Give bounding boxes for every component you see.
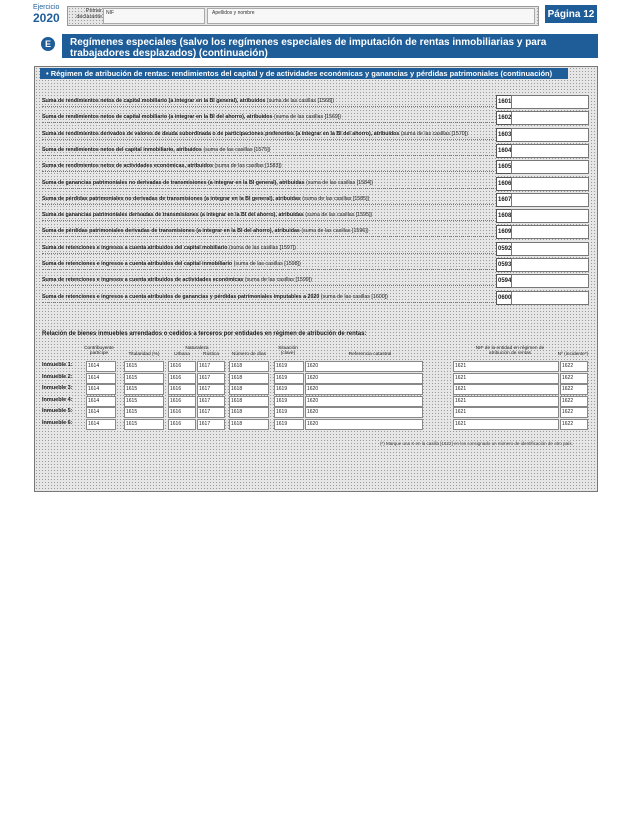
inmueble-cell-field[interactable]	[453, 407, 559, 418]
cell-code: 1617	[199, 398, 211, 404]
summary-row	[42, 292, 494, 303]
row-note: (suma de las casillas [1597])	[228, 245, 297, 251]
cell-code: 1619	[276, 386, 288, 392]
casilla-value-field[interactable]	[511, 274, 589, 288]
summary-row	[42, 259, 494, 270]
row-note: (suma de las casillas [1600])	[320, 294, 388, 300]
row-note: (suma de las casillas [1596])	[301, 228, 369, 234]
cell-code: 1622	[562, 375, 574, 381]
inmueble-label: Inmueble 1:	[42, 362, 73, 368]
row-label: Suma de ganancias patrimoniales no derivadas de transmisiones (a integrar en la BI general), atribuidas	[42, 180, 305, 186]
cell-code: 1618	[231, 409, 243, 415]
inmueble-label: Inmueble 3:	[42, 385, 73, 391]
casilla-code: 1609	[496, 225, 513, 239]
cell-code: 1614	[88, 409, 100, 415]
row-label: Suma de rendimientos netos de actividades económicas, atribuidos	[42, 163, 214, 169]
casilla-value-field[interactable]	[511, 160, 589, 174]
casilla-value-field[interactable]	[511, 242, 589, 256]
cell-code: 1614	[88, 363, 100, 369]
header-referencia: Referencia catastral	[348, 352, 392, 357]
casilla-code: 1602	[496, 111, 513, 125]
row-label: Suma de retenciones e ingresos a cuenta atribuidos de ganancias y pérdidas patrimoniales imputables a 2020	[42, 294, 320, 300]
cell-code: 1620	[307, 421, 319, 427]
name-label: Apellidos y nombre	[212, 10, 255, 16]
casilla-value-field[interactable]	[511, 209, 589, 223]
cell-code: 1621	[455, 363, 467, 369]
cell-code: 1619	[276, 398, 288, 404]
inmueble-cell-field[interactable]	[305, 373, 423, 384]
casilla-code: 0593	[496, 258, 513, 272]
section-title: Regímenes especiales (salvo los regímenes especiales de imputación de rentas inmobiliarias y para trabajadores desplazados) (continuación)	[70, 37, 547, 59]
row-label: Suma de rendimientos netos de capital mobiliario (a integrar en la BI del ahorro), atribuidos	[42, 114, 273, 120]
summary-row	[42, 129, 494, 140]
cell-code: 1620	[307, 409, 319, 415]
summary-row	[42, 112, 494, 123]
table-title: Relación de bienes inmuebles arrendados o cedidos a terceros por entidades en régimen de atribución de rentas:	[42, 331, 367, 337]
header-contribuyente: Contribuyente partícipe	[84, 346, 114, 356]
cell-code: 1617	[199, 386, 211, 392]
casilla-value-field[interactable]	[511, 193, 589, 207]
cell-code: 1618	[231, 398, 243, 404]
cell-code: 1619	[276, 363, 288, 369]
casilla-code: 0600	[496, 291, 513, 305]
cell-code: 1614	[88, 386, 100, 392]
row-label: Suma de retenciones e ingresos a cuenta atribuidos del capital inmobiliario	[42, 261, 233, 267]
casilla-value-field[interactable]	[511, 291, 589, 305]
summary-row	[42, 243, 494, 254]
casilla-value-field[interactable]	[511, 144, 589, 158]
cell-code: 1617	[199, 421, 211, 427]
row-label: Suma de ganancias patrimoniales derivadas de transmisiones (a integrar en la BI del ahorro), atribuidas	[42, 212, 304, 218]
row-label: Suma de retenciones e ingresos a cuenta atribuidos de actividades económicas	[42, 277, 244, 283]
inmueble-cell-field[interactable]	[305, 407, 423, 418]
casilla-value-field[interactable]	[511, 177, 589, 191]
cell-code: 1617	[199, 375, 211, 381]
cell-code: 1618	[231, 375, 243, 381]
ejercicio-year: 2020	[33, 11, 60, 25]
casilla-value-field[interactable]	[511, 128, 589, 142]
casilla-value-field[interactable]	[511, 225, 589, 239]
casilla-code: 1608	[496, 209, 513, 223]
row-note: (suma de las casillas [1598])	[233, 261, 301, 267]
row-label: Suma de pérdidas patrimoniales derivadas de transmisiones (a integrar en la BI del ahorro), atribuidas	[42, 228, 300, 234]
cell-code: 1620	[307, 375, 319, 381]
inmueble-cell-field[interactable]	[305, 419, 423, 430]
cell-code: 1614	[88, 375, 100, 381]
row-label: Suma de rendimientos netos de capital mobiliario (a integrar en la BI general), atribuidos	[42, 98, 266, 104]
cell-code: 1621	[455, 409, 467, 415]
cell-code: 1618	[231, 363, 243, 369]
cell-code: 1622	[562, 386, 574, 392]
section-letter-badge: E	[41, 37, 55, 51]
row-label: Suma de rendimientos derivados de valores de deuda subordinada o de participaciones preferentes (a integrar en la BI del ahorro), atribuidos	[42, 131, 400, 137]
row-note: (suma de las casillas [1584])	[306, 180, 374, 186]
row-note: (suma de las casillas [1569])	[273, 114, 342, 120]
cell-code: 1614	[88, 398, 100, 404]
row-label: Suma de rendimientos netos del capital inmobiliario, atribuidos	[42, 147, 202, 153]
row-note: (suma de las casillas [1595])	[305, 212, 373, 218]
header-incidente: Nº (incidente*)	[557, 352, 589, 357]
casilla-code: 1604	[496, 144, 513, 158]
name-field[interactable]	[207, 8, 535, 24]
cell-code: 1616	[170, 375, 182, 381]
summary-row	[42, 194, 494, 205]
inmueble-cell-field[interactable]	[305, 396, 423, 407]
inmueble-cell-field[interactable]	[305, 384, 423, 395]
cell-code: 1615	[126, 421, 138, 427]
casilla-code: 1607	[496, 193, 513, 207]
cell-code: 1619	[276, 421, 288, 427]
header-nif-entidad: NIF de la entidad en régimen de atribución de rentas	[475, 346, 545, 356]
inmueble-cell-field[interactable]	[453, 361, 559, 372]
header-dias: Número de días	[231, 352, 267, 357]
subsection-title-text: Régimen de atribución de rentas: rendimientos del capital y de actividades económicas y ganancias y pérdidas patrimoniales (continuación)	[50, 69, 553, 78]
header-situacion: Situación (clave)	[278, 346, 298, 356]
page-badge: Página 12	[545, 5, 597, 23]
inmueble-label: Inmueble 4:	[42, 397, 73, 403]
inmueble-label: Inmueble 6:	[42, 420, 73, 426]
row-note: (suma de las casillas [1575])	[203, 147, 271, 153]
casilla-code: 1603	[496, 128, 513, 142]
summary-row	[42, 161, 494, 172]
footnote: (*) Marque una X en la casilla [1622] en los consignado un número de identificación de otro país.	[380, 441, 573, 446]
cell-code: 1615	[126, 409, 138, 415]
cell-code: 1622	[562, 421, 574, 427]
cell-code: 1621	[455, 398, 467, 404]
summary-row	[42, 178, 494, 189]
casilla-value-field[interactable]	[511, 258, 589, 272]
header-rustica: Rústica	[203, 352, 219, 357]
inmueble-cell-field[interactable]	[453, 384, 559, 395]
cell-code: 1615	[126, 398, 138, 404]
row-note: (suma de las casillas [1583])	[214, 163, 282, 169]
row-note: (suma de las casillas [1585])	[302, 196, 370, 202]
cell-code: 1618	[231, 386, 243, 392]
cell-code: 1619	[276, 409, 288, 415]
cell-code: 1619	[276, 375, 288, 381]
summary-row	[42, 226, 494, 237]
declarante-label: Primer declarante	[76, 8, 102, 20]
cell-code: 1617	[199, 409, 211, 415]
row-note: (suma de las casillas [1568])	[266, 98, 335, 104]
header-urbana: Urbana	[174, 352, 190, 357]
cell-code: 1621	[455, 421, 467, 427]
summary-row	[42, 96, 494, 107]
header-naturaleza: Naturaleza	[185, 346, 209, 351]
casilla-code: 0594	[496, 274, 513, 288]
cell-code: 1621	[455, 386, 467, 392]
cell-code: 1618	[231, 421, 243, 427]
cell-code: 1616	[170, 409, 182, 415]
cell-code: 1615	[126, 386, 138, 392]
inmueble-cell-field[interactable]	[305, 361, 423, 372]
cell-code: 1616	[170, 363, 182, 369]
row-note: (suma de las casillas [1570])	[400, 131, 468, 137]
summary-row	[42, 145, 494, 156]
summary-row	[42, 275, 494, 286]
header-titularidad: Titularidad (%)	[128, 352, 160, 357]
cell-code: 1622	[562, 398, 574, 404]
cell-code: 1616	[170, 421, 182, 427]
row-label: Suma de retenciones e ingresos a cuenta atribuidos del capital mobiliario	[42, 245, 228, 251]
inmueble-label: Inmueble 2:	[42, 374, 73, 380]
ejercicio-label: Ejercicio	[33, 4, 60, 11]
casilla-value-field[interactable]	[511, 95, 589, 109]
nif-label: NIF	[106, 10, 115, 16]
cell-code: 1615	[126, 363, 138, 369]
casilla-value-field[interactable]	[511, 111, 589, 125]
cell-code: 1622	[562, 363, 574, 369]
inmueble-cell-field[interactable]	[453, 396, 559, 407]
cell-code: 1617	[199, 363, 211, 369]
casilla-code: 1606	[496, 177, 513, 191]
subsection-title: • Régimen de atribución de rentas: rendimientos del capital y de actividades económicas y ganancias y pérdidas patrimoniales (continuación)	[46, 69, 553, 78]
inmueble-cell-field[interactable]	[453, 373, 559, 384]
inmueble-label: Inmueble 5:	[42, 408, 73, 414]
casilla-code: 1601	[496, 95, 513, 109]
cell-code: 1622	[562, 409, 574, 415]
row-label: Suma de pérdidas patrimoniales no derivadas de transmisiones (a integrar en la BI general), atribuidas	[42, 196, 301, 202]
inmueble-cell-field[interactable]	[453, 419, 559, 430]
cell-code: 1620	[307, 398, 319, 404]
cell-code: 1620	[307, 386, 319, 392]
cell-code: 1614	[88, 421, 100, 427]
casilla-code: 0592	[496, 242, 513, 256]
cell-code: 1616	[170, 386, 182, 392]
summary-row	[42, 210, 494, 221]
casilla-code: 1605	[496, 160, 513, 174]
row-note: (suma de las casillas [1599])	[244, 277, 312, 283]
cell-code: 1621	[455, 375, 467, 381]
cell-code: 1615	[126, 375, 138, 381]
cell-code: 1616	[170, 398, 182, 404]
cell-code: 1620	[307, 363, 319, 369]
nif-field[interactable]	[103, 8, 205, 24]
